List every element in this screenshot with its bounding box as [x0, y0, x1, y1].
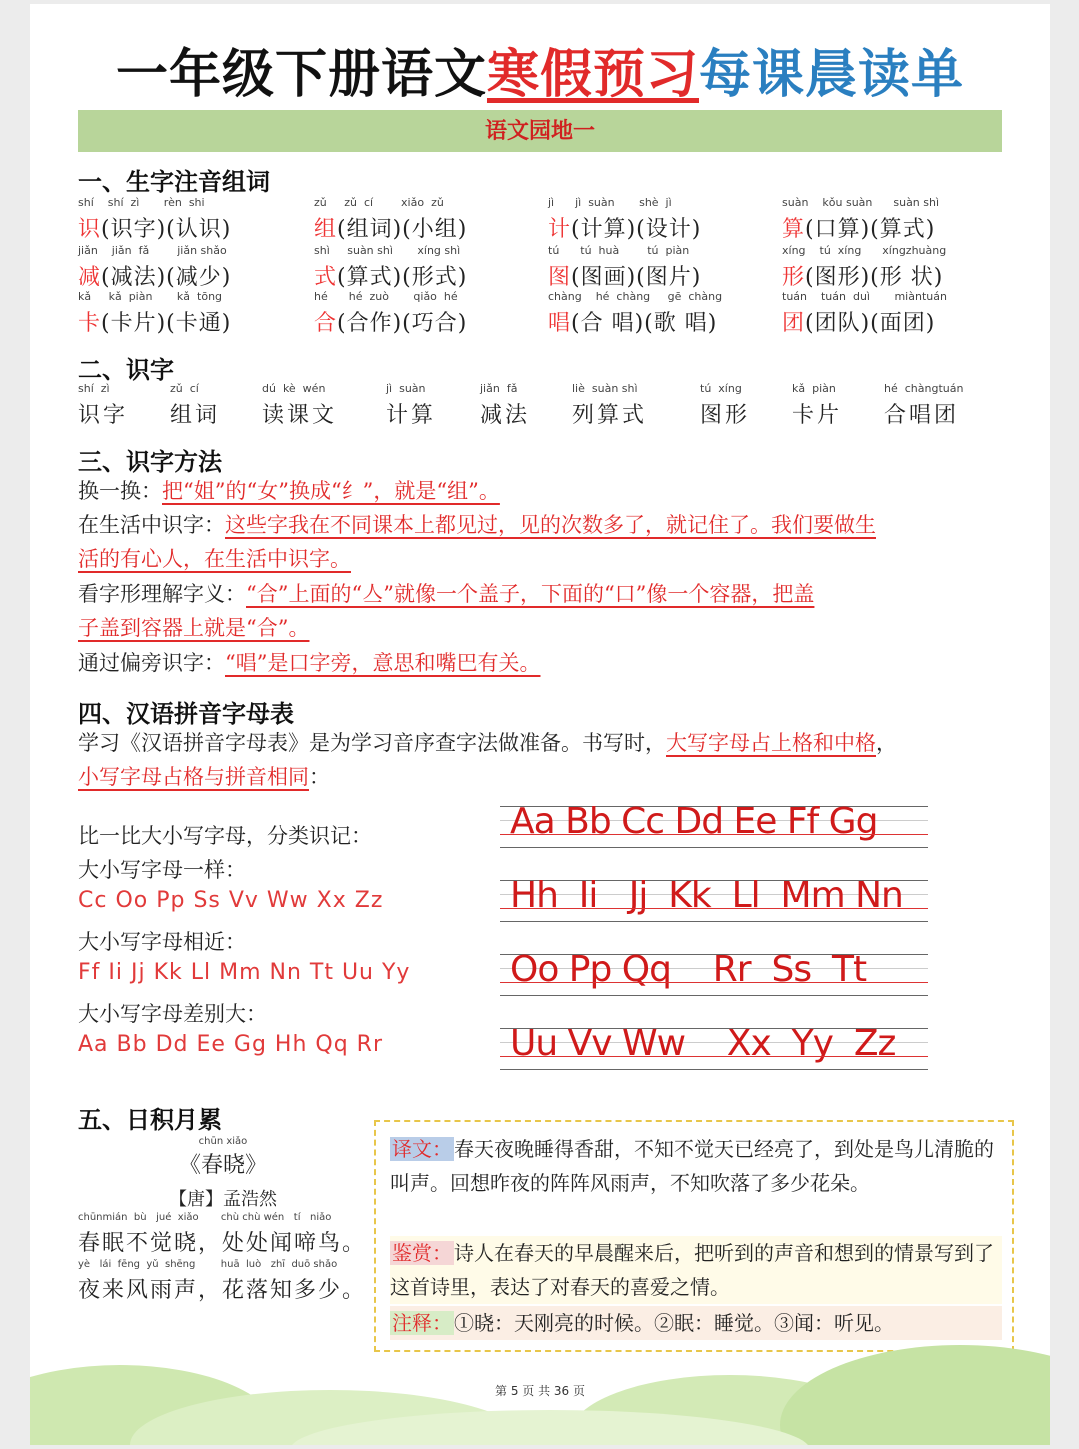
char-pinyin: jiǎn jiǎn fǎ jiǎn shǎo [78, 244, 227, 257]
word-text: 组词 [170, 403, 221, 428]
target-char: 合 [314, 311, 338, 336]
char-words [548, 306, 722, 337]
char-phrases: (合作)(巧合) [337, 311, 468, 336]
char-entry [548, 290, 722, 337]
char-words [782, 212, 939, 243]
section-1-heading: 一、生字注音组词 [78, 168, 270, 196]
title-part-1: 一年级下册语文 [115, 44, 487, 105]
char-pinyin: suàn kǒu suàn suàn shì [782, 196, 940, 209]
poem-line-pinyin: yè lái fēng yǔ shēng huā luò zhī duō shǎo [78, 1259, 338, 1270]
method-text: “唱”是口字旁，意思和嘴巴有关。 [225, 651, 541, 675]
page-footer: 第 5 页 共 36 页 [495, 1384, 585, 1398]
title-part-3: 每课晨读单 [699, 44, 965, 105]
translation [390, 1132, 1002, 1200]
char-entry [548, 196, 701, 243]
target-char: 式 [314, 265, 338, 290]
recognize-word [700, 382, 750, 429]
same-label: 大小写字母一样： [78, 858, 246, 882]
method-label: 通过偏旁识字： [78, 651, 225, 675]
method-text: 把“姐”的“女”换成“纟”，就是“组”。 [162, 479, 500, 503]
char-words [314, 306, 467, 337]
intro-colon: ： [309, 765, 330, 789]
char-words [782, 306, 947, 337]
word-text: 减法 [480, 403, 531, 428]
method-line-2b [78, 542, 351, 576]
alphabet-letters: Hh Ii Jj Kk Ll Mm Nn [510, 875, 903, 916]
char-entry [782, 244, 946, 291]
char-entry [782, 290, 947, 337]
char-phrases: (卡片)(卡通) [101, 311, 232, 336]
unit-banner: 语文园地一 [78, 110, 1002, 152]
recognize-word [386, 382, 436, 429]
target-char: 识 [78, 217, 102, 242]
method-line-2 [78, 508, 876, 542]
word-text: 图形 [700, 403, 751, 428]
annotation-label: 注释： [392, 1311, 452, 1335]
recognize-word [572, 382, 647, 429]
char-entry [78, 244, 231, 291]
method-label: 在生活中识字： [78, 513, 225, 537]
word-text: 计算 [386, 403, 437, 428]
poem-block [78, 1136, 368, 1211]
same-letters: Cc Oo Pp Ss Vv Ww Xx Zz [78, 888, 384, 913]
target-char: 唱 [548, 311, 572, 336]
word-text: 卡片 [792, 403, 843, 428]
near-label: 大小写字母相近： [78, 930, 246, 954]
char-pinyin: xíng tú xíng xíngzhuàng [782, 244, 947, 257]
word-text: 读课文 [262, 403, 338, 428]
char-pinyin: tú tú huà tú piàn [548, 244, 690, 257]
section-5-heading: 五、日积月累 [78, 1106, 222, 1134]
char-pinyin: shí shí zì rèn shi [78, 196, 205, 209]
poem-line-text: 夜来风雨声，花落知多少。 [78, 1278, 367, 1303]
char-pinyin: jì jì suàn shè jì [548, 196, 672, 209]
char-pinyin: kǎ kǎ piàn kǎ tōng [78, 290, 223, 303]
char-phrases: (合 唱)(歌 唱) [571, 311, 718, 336]
translation-text: 春天夜晚睡得香甜，不知不觉天已经亮了，到处是鸟儿清脆的叫声。回想昨夜的阵阵风雨声，不知吹落了多少花朵。 [390, 1137, 994, 1195]
appreciation-label: 鉴赏： [392, 1241, 452, 1265]
section-2-heading: 二、识字 [78, 356, 174, 384]
char-words [782, 260, 946, 291]
char-entry [314, 290, 467, 337]
alphabet-intro-1 [78, 726, 897, 760]
target-char: 卡 [78, 311, 102, 336]
char-pinyin: chàng hé chàng gē chàng [548, 290, 723, 303]
diff-letters: Aa Bb Dd Ee Gg Hh Qq Rr [78, 1032, 383, 1057]
method-line-1 [78, 474, 500, 508]
char-phrases: (图形)(形 状) [805, 265, 944, 290]
char-phrases: (图画)(图片) [571, 265, 702, 290]
method-label: 换一换： [78, 479, 162, 503]
intro-comma: ， [876, 731, 897, 755]
method-line-4 [78, 646, 540, 680]
char-pinyin: hé hé zuò qiǎo hé [314, 290, 458, 303]
method-text: 这些字我在不同课本上都见过，见的次数多了，就记住了。我们要做生 [225, 513, 876, 537]
poem-line-pinyin: chūnmián bù jué xiǎo chù chù wén tí niǎo [78, 1212, 332, 1223]
poem-line-text: 春眠不觉晓，处处闻啼鸟。 [78, 1231, 367, 1256]
section-4-heading: 四、汉语拼音字母表 [78, 700, 294, 728]
word-pinyin: kǎ piàn [792, 382, 836, 395]
method-text: 子盖到容器上就是“合”。 [78, 616, 310, 640]
alphabet-grid-row [500, 949, 928, 996]
target-char: 图 [548, 265, 572, 290]
char-words [548, 212, 701, 243]
poem-author: 【唐】孟浩然 [169, 1189, 277, 1210]
target-char: 减 [78, 265, 102, 290]
title-part-2: 寒假预习 [486, 44, 699, 105]
char-entry [548, 244, 701, 291]
char-pinyin: zǔ zǔ cí xiǎo zǔ [314, 196, 444, 209]
section-3-heading: 三、识字方法 [78, 448, 222, 476]
word-pinyin: zǔ cí [170, 382, 199, 395]
char-words [548, 260, 701, 291]
annotation-text: ①晓：天刚亮的时候。②眠：睡觉。③闻：听见。 [454, 1311, 894, 1335]
translation-label: 译文： [392, 1137, 452, 1161]
worksheet-page [30, 4, 1050, 1445]
alphabet-letters: Uu Vv Ww Xx Yy Zz [510, 1023, 896, 1064]
char-phrases: (算式)(形式) [337, 265, 468, 290]
method-line-3b [78, 611, 309, 645]
word-pinyin: jiǎn fǎ [480, 382, 518, 395]
alphabet-letters: Oo Pp Qq Rr Ss Tt [510, 949, 867, 990]
compare-label: 比一比大小写字母，分类识记： [78, 824, 372, 848]
page-title [30, 32, 1050, 107]
char-entry [314, 244, 467, 291]
recognize-word [78, 382, 128, 429]
char-phrases: (口算)(算式) [805, 217, 936, 242]
intro-highlight-2: 小写字母占格与拼音相同 [78, 765, 309, 789]
alphabet-grid-row [500, 875, 928, 922]
intro-text: 学习《汉语拼音字母表》是为学习音序查字法做准备。书写时， [78, 731, 666, 755]
target-char: 算 [782, 217, 806, 242]
char-words [78, 260, 231, 291]
poem-line-1 [78, 1212, 366, 1257]
char-entry [314, 196, 467, 243]
diff-label: 大小写字母差别大： [78, 1002, 267, 1026]
appreciation-text: 诗人在春天的早晨醒来后，把听到的声音和想到的情景写到了这首诗里，表达了对春天的喜爱之情。 [390, 1241, 994, 1299]
word-text: 列算式 [572, 403, 648, 428]
char-entry [78, 196, 231, 243]
alphabet-intro-2 [78, 760, 330, 794]
char-words [78, 306, 231, 337]
method-text: 活的有心人，在生活中识字。 [78, 547, 351, 571]
word-pinyin: dú kè wén [262, 382, 326, 395]
method-label: 看字形理解字义： [78, 582, 246, 606]
alphabet-grid-row [500, 801, 928, 848]
char-words [78, 212, 231, 243]
recognize-word [170, 382, 220, 429]
target-char: 计 [548, 217, 572, 242]
char-phrases: (计算)(设计) [571, 217, 702, 242]
target-char: 团 [782, 311, 806, 336]
alphabet-grid-row [500, 1023, 928, 1070]
recognize-word [884, 382, 963, 429]
recognize-word [262, 382, 337, 429]
char-phrases: (团队)(面团) [805, 311, 936, 336]
char-entry [782, 196, 939, 243]
method-text: “合”上面的“亼”就像一个盖子，下面的“口”像一个容器，把盖 [246, 582, 815, 606]
char-phrases: (减法)(减少) [101, 265, 232, 290]
poem-title: 《春晓》 [178, 1153, 267, 1178]
recognize-word [792, 382, 842, 429]
method-line-3 [78, 577, 814, 611]
word-pinyin: shí zì [78, 382, 110, 395]
char-phrases: (识字)(认识) [101, 217, 232, 242]
char-pinyin: tuán tuán duì miàntuán [782, 290, 947, 303]
poem-title-pinyin: chūn xiǎo [198, 1136, 248, 1147]
recognize-word [480, 382, 530, 429]
near-letters: Ff Ii Jj Kk Ll Mm Nn Tt Uu Yy [78, 960, 411, 985]
word-text: 合唱团 [884, 403, 960, 428]
word-pinyin: jì suàn [386, 382, 426, 395]
char-words [314, 260, 467, 291]
char-words [314, 212, 467, 243]
word-pinyin: hé chàngtuán [884, 382, 964, 395]
char-entry [78, 290, 231, 337]
char-phrases: (组词)(小组) [337, 217, 468, 242]
word-pinyin: tú xíng [700, 382, 742, 395]
word-pinyin: liè suàn shì [572, 382, 638, 395]
target-char: 组 [314, 217, 338, 242]
intro-highlight-1: 大写字母占上格和中格 [666, 731, 876, 755]
char-pinyin: shì suàn shì xíng shì [314, 244, 461, 257]
target-char: 形 [782, 265, 806, 290]
word-text: 识字 [78, 403, 129, 428]
hills-decoration [30, 1285, 1050, 1445]
alphabet-letters: Aa Bb Cc Dd Ee Ff Gg [510, 801, 878, 842]
